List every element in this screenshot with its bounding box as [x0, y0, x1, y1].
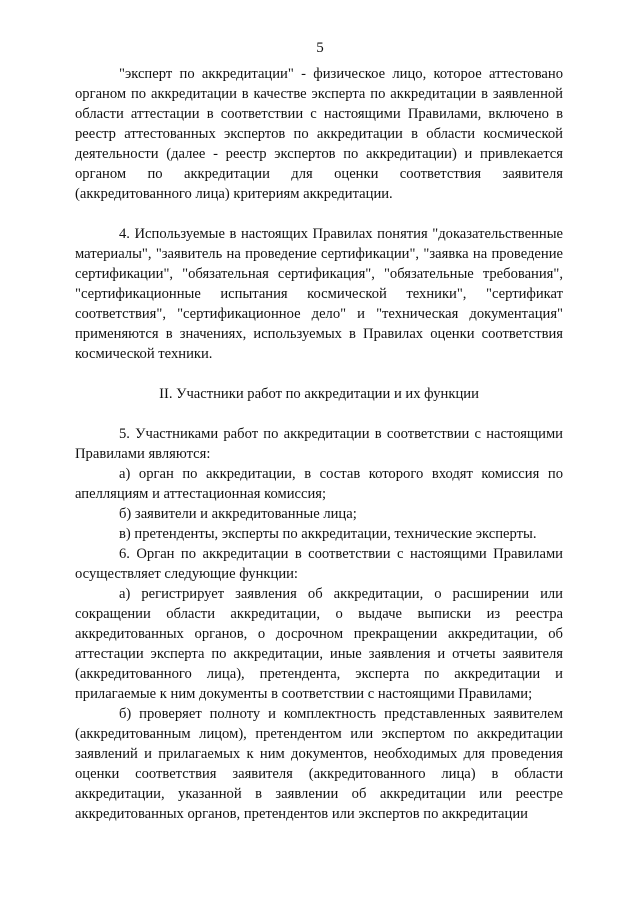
paragraph-clause-6b: б) проверяет полноту и комплектность представленных заявителем (аккредитованным лицом), претендентом или экспертом по аккредитации заявлений и прилагаемых к ним документов, необходимых для проведения оценки соответствия заявителя (аккредитованного лица) в области аккредитации, указанной в заявлении об аккредитации или реестре аккредитованных органов, претендентов или экспертов по аккредитации [75, 706, 563, 822]
paragraph-clause-6: 6. Орган по аккредитации в соответствии с настоящими Правилами осуществляет следующие функции: [75, 546, 563, 582]
paragraph-clause-4: 4. Используемые в настоящих Правилах понятия "доказательственные материалы", "заявитель на проведение сертификации", "заявка на проведение сертификации", "обязательная сертификация", "обязательные требования", "сертификационные испытания космической техники", "сертификат соответствия", "сертификационное дело" и "техническая документация" применяются в значениях, используемых в Правилах оценки соответствия космической техники. [75, 226, 563, 362]
section-heading: II. Участники работ по аккредитации и их функции [159, 386, 479, 402]
paragraph-expert-definition: "эксперт по аккредитации" - физическое лицо, которое аттестовано органом по аккредитации в качестве эксперта по аккредитации в заявленной области аттестации в соответствии с настоящими Правилами, включено в реестр аттестованных экспертов по аккредитации в области космической деятельности (далее - реестр экспертов по аккредитации) и привлекается органом по аккредитации для оценки соответствия заявителя (аккредитованного лица) критериям аккредитации. [75, 66, 563, 202]
paragraph-clause-5: 5. Участниками работ по аккредитации в соответствии с настоящими Правилами являются: [75, 426, 563, 462]
page-number: 5 [316, 40, 324, 56]
paragraph-clause-5b: б) заявители и аккредитованные лица; [119, 506, 357, 522]
paragraph-clause-5v: в) претенденты, эксперты по аккредитации, технические эксперты. [119, 526, 537, 542]
paragraph-clause-5a: а) орган по аккредитации, в состав которого входят комиссия по апелляциям и аттестационная комиссия; [75, 466, 563, 502]
document-body [75, 64, 563, 824]
paragraph-clause-6a: а) регистрирует заявления об аккредитации, о расширении или сокращении области аккредитации, о выдаче выписки из реестра аккредитованных органов, о досрочном прекращении аккредитации, об аттестации эксперта по аккредитации, иные заявления и отчеты заявителя (аккредитованного лица), претендента, эксперта по аккредитации и прилагаемые к ним документы в соответствии с настоящими Правилами; [75, 586, 563, 702]
